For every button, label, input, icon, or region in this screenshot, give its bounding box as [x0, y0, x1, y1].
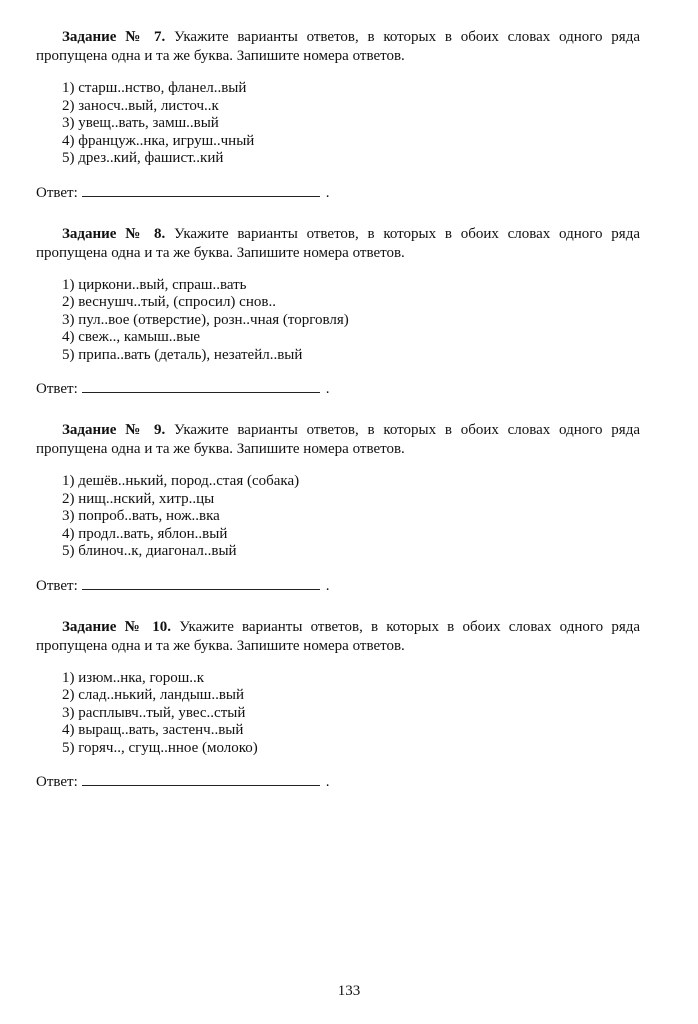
- task-option: 5) блиноч..к, диагонал..вый: [62, 543, 237, 559]
- task-option: 1) дешёв..нький, пород..стая (собака): [62, 473, 300, 489]
- task-option: 4) выращ..вать, застенч..вый: [62, 722, 244, 738]
- task-option: 2) слад..нький, ландыш..вый: [62, 687, 245, 703]
- task-option: 5) дрез..кий, фашист..кий: [62, 150, 224, 166]
- task-option: 1) циркони..вый, спраш..вать: [62, 276, 247, 293]
- answer-suffix: .: [325, 381, 330, 397]
- task-block-7: [36, 28, 640, 203]
- task-instruction: [36, 28, 640, 66]
- task-options-list: [62, 80, 640, 168]
- task-option: 3) увещ..вать, замш..вый: [62, 115, 219, 131]
- answer-label: Ответ:: [36, 577, 78, 594]
- task-option: 2) веснушч..тый, (спросил) снов..: [62, 294, 276, 310]
- task-option: 3) попроб..вать, нож..вка: [62, 508, 220, 524]
- task-option: 3) пул..вое (отверстие), розн..чная (торговля): [62, 311, 349, 328]
- task-title: Задание № 7.: [62, 29, 166, 45]
- task-title: Задание № 9.: [62, 422, 166, 438]
- answer-blank-line: [82, 577, 320, 590]
- task-instruction-text: Укажите варианты ответов, в которых в обоих словах одного ряда пропущена одна и та же буква. Запишите номера ответов.: [36, 29, 640, 64]
- task-title: Задание № 10.: [62, 618, 172, 635]
- task-instruction-text: Укажите варианты ответов, в которых в обоих словах одного ряда пропущена одна и та же буква. Запишите номера ответов.: [36, 422, 640, 457]
- task-option: 4) продл..вать, яблон..вый: [62, 525, 228, 542]
- answer-blank-line: [82, 773, 320, 786]
- task-instruction-text: Укажите варианты ответов, в которых в обоих словах одного ряда пропущена одна и та же буква. Запишите номера ответов.: [36, 225, 640, 261]
- task-option: 5) горяч.., сгущ..нное (молоко): [62, 739, 258, 756]
- task-title: Задание № 8.: [62, 225, 166, 242]
- answer-label: Ответ:: [36, 184, 78, 201]
- task-option: 1) изюм..нка, горош..к: [62, 669, 205, 686]
- answer-suffix: .: [325, 184, 330, 201]
- task-block-9: [36, 421, 640, 596]
- answer-line: [36, 773, 640, 792]
- task-instruction-text: Укажите варианты ответов, в которых в обоих словах одного ряда пропущена одна и та же буква. Запишите номера ответов.: [36, 618, 641, 654]
- answer-blank-line: [82, 380, 320, 393]
- answer-label: Ответ:: [36, 381, 78, 397]
- task-instruction: [36, 618, 640, 656]
- task-options-list: [62, 473, 640, 561]
- task-option: 2) нищ..нский, хитр..цы: [62, 490, 215, 507]
- page-number: 133: [337, 983, 361, 999]
- task-options-list: [62, 277, 640, 365]
- task-option: 4) француж..нка, игруш..чный: [62, 132, 255, 149]
- answer-line: [36, 184, 640, 203]
- answer-label: Ответ:: [36, 774, 78, 790]
- answer-line: [36, 577, 640, 596]
- task-option: 5) припа..вать (деталь), незатейл..вый: [62, 346, 303, 363]
- answer-blank-line: [82, 184, 320, 197]
- task-option: 4) свеж.., камыш..вые: [62, 329, 201, 345]
- task-option: 3) расплывч..тый, увес..стый: [62, 704, 246, 721]
- task-instruction: [36, 225, 640, 263]
- answer-line: [36, 380, 640, 399]
- task-option: 1) старш..нство, фланел..вый: [62, 80, 247, 96]
- task-block-10: [36, 618, 640, 793]
- task-instruction: [36, 421, 640, 459]
- answer-suffix: .: [325, 577, 330, 594]
- task-options-list: [62, 670, 640, 758]
- answer-suffix: .: [325, 774, 330, 790]
- task-option: 2) заносч..вый, листоч..к: [62, 97, 219, 114]
- task-block-8: [36, 225, 640, 400]
